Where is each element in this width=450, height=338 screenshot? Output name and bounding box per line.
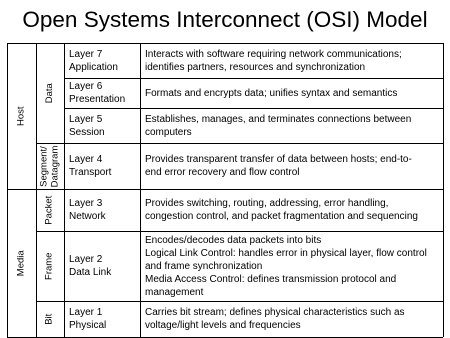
unit-data-label: Data [43, 82, 55, 104]
group-media-label: Media [15, 250, 27, 276]
layer-4-description [140, 143, 443, 189]
description-line: Logical Link Control: handles error in physical layer, flow control [145, 247, 427, 259]
unit-packet-label: Packet [43, 195, 55, 225]
layer-number: Layer 2 [69, 254, 103, 265]
layer-number: Layer 3 [69, 198, 103, 209]
unit-data [36, 43, 64, 143]
unit-segment [36, 143, 64, 189]
description-line: Provides transparent transfer of data between hosts; end-to- [145, 154, 412, 165]
description-line: end error recovery and flow control [145, 167, 300, 178]
group-media [7, 189, 36, 337]
layer-title: Application [69, 61, 118, 73]
layer-title: Physical [69, 320, 107, 331]
layer-title: Transport [69, 167, 112, 178]
group-host [7, 43, 36, 189]
layer-title: Presentation [69, 94, 126, 105]
layer-4-name [64, 143, 140, 189]
layer-3-description [140, 189, 443, 231]
layer-5-name [64, 108, 140, 143]
layer-7-description [140, 43, 443, 78]
layer-2-description [140, 231, 443, 301]
description-line: voltage/light levels and frequencies [145, 320, 301, 331]
description-line: and frame synchronization [145, 260, 263, 272]
description-line: Provides switching, routing, addressing, error handling, [145, 198, 389, 209]
layer-7-name [64, 43, 140, 78]
description-line: management [145, 286, 204, 298]
layer-6-name [64, 78, 140, 108]
layer-title: Network [69, 211, 106, 222]
description-line: Carries bit stream; defines physical characteristics such as [145, 307, 405, 318]
layer-6-description [140, 78, 443, 108]
description-line: congestion control, and packet fragmentation and sequencing [145, 211, 418, 222]
unit-segment-label [40, 145, 61, 187]
description-line: Establishes, manages, and terminates connections between [145, 113, 412, 125]
layer-3-name [64, 189, 140, 231]
layer-number: Layer 1 [69, 307, 103, 318]
layer-number: Layer 4 [69, 154, 103, 165]
unit-frame-label: Frame [43, 252, 55, 280]
layer-5-description [140, 108, 443, 143]
layer-number: Layer 5 [69, 113, 103, 125]
page-title: Open Systems Interconnect (OSI) Model [22, 7, 428, 32]
layer-number: Layer 6 [69, 81, 103, 92]
description-line: Encodes/decodes data packets into bits [145, 234, 322, 246]
description-line: Interacts with software requiring network communications; [145, 48, 402, 60]
layer-1-name [64, 301, 140, 337]
description-line: Formats and encrypts data; unifies syntax and semantics [145, 87, 398, 99]
unit-segment-line1: Segment/ [38, 145, 50, 187]
unit-packet [36, 189, 64, 231]
layer-1-description [140, 301, 443, 337]
layer-number: Layer 7 [69, 48, 103, 60]
unit-bit [36, 301, 64, 337]
layer-title: Session [69, 126, 105, 138]
table-border-right [443, 43, 444, 337]
layer-title: Data Link [69, 267, 112, 278]
description-line: identifies partners, resources and synchronization [145, 61, 366, 73]
unit-segment-line2: Datagram [49, 145, 60, 187]
unit-frame [36, 231, 64, 301]
description-line: Media Access Control: defines transmission protocol and [145, 273, 397, 285]
description-line: computers [145, 126, 192, 138]
unit-bit-label: Bit [43, 313, 55, 325]
layer-2-name [64, 231, 140, 301]
group-host-label: Host [15, 106, 27, 126]
